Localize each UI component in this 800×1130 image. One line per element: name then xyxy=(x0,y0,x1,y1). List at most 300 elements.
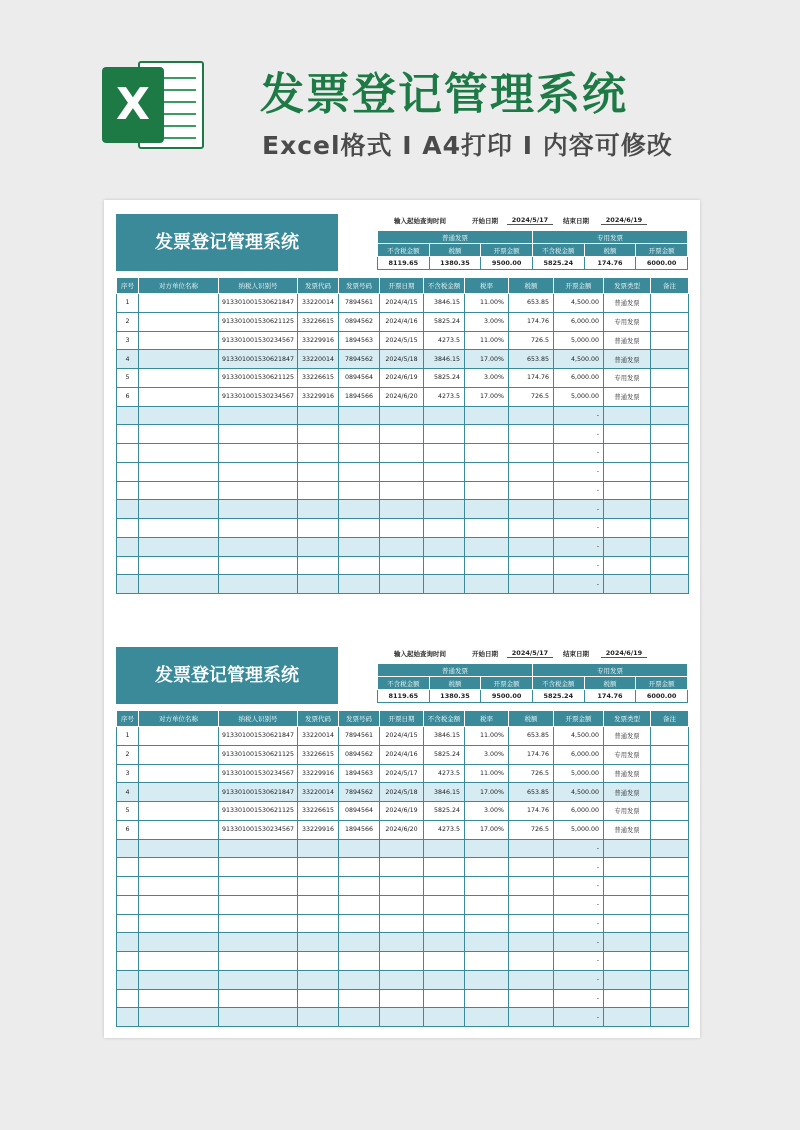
cell-tax[interactable] xyxy=(509,481,554,500)
cell-net[interactable]: 4273.5 xyxy=(424,331,465,350)
cell-taxid[interactable] xyxy=(219,895,298,914)
cell-party[interactable] xyxy=(139,727,219,746)
end-date-input[interactable]: 2024/6/19 xyxy=(601,216,647,225)
cell-code[interactable] xyxy=(298,481,339,500)
cell-no[interactable]: 2 xyxy=(117,312,139,331)
cell-tax[interactable]: 726.5 xyxy=(509,764,554,783)
cell-code[interactable]: 33229916 xyxy=(298,764,339,783)
cell-tax[interactable]: 174.76 xyxy=(509,312,554,331)
cell-amount[interactable]: - xyxy=(554,444,604,463)
cell-rate[interactable] xyxy=(465,500,509,519)
cell-no[interactable] xyxy=(117,839,139,858)
cell-net[interactable] xyxy=(424,970,465,989)
cell-number[interactable] xyxy=(339,952,380,971)
cell-party[interactable] xyxy=(139,914,219,933)
cell-no[interactable] xyxy=(117,444,139,463)
cell-no[interactable] xyxy=(117,462,139,481)
cell-tax[interactable] xyxy=(509,839,554,858)
cell-tax[interactable]: 653.85 xyxy=(509,727,554,746)
cell-taxid[interactable]: 913301001530234567 xyxy=(219,387,298,406)
cell-taxid[interactable]: 913301001530234567 xyxy=(219,764,298,783)
cell-date[interactable]: 2024/5/15 xyxy=(380,331,424,350)
cell-amount[interactable]: 6,000.00 xyxy=(554,369,604,388)
cell-no[interactable]: 5 xyxy=(117,369,139,388)
cell-party[interactable] xyxy=(139,519,219,538)
cell-no[interactable] xyxy=(117,858,139,877)
cell-note[interactable] xyxy=(651,933,689,952)
cell-rate[interactable]: 3.00% xyxy=(465,312,509,331)
cell-rate[interactable]: 17.00% xyxy=(465,350,509,369)
cell-number[interactable] xyxy=(339,575,380,594)
start-date-input[interactable]: 2024/5/17 xyxy=(507,649,553,658)
cell-code[interactable] xyxy=(298,858,339,877)
cell-date[interactable] xyxy=(380,877,424,896)
cell-net[interactable] xyxy=(424,481,465,500)
cell-tax[interactable] xyxy=(509,406,554,425)
cell-tax[interactable]: 174.76 xyxy=(509,802,554,821)
cell-tax[interactable] xyxy=(509,425,554,444)
cell-date[interactable] xyxy=(380,444,424,463)
cell-number[interactable]: 7894562 xyxy=(339,350,380,369)
cell-number[interactable] xyxy=(339,406,380,425)
cell-party[interactable] xyxy=(139,1008,219,1027)
cell-code[interactable] xyxy=(298,952,339,971)
cell-number[interactable]: 0894564 xyxy=(339,802,380,821)
cell-date[interactable] xyxy=(380,933,424,952)
cell-net[interactable] xyxy=(424,556,465,575)
cell-code[interactable] xyxy=(298,970,339,989)
cell-date[interactable] xyxy=(380,895,424,914)
cell-rate[interactable] xyxy=(465,858,509,877)
cell-rate[interactable]: 17.00% xyxy=(465,387,509,406)
cell-taxid[interactable]: 913301001530621125 xyxy=(219,312,298,331)
cell-taxid[interactable]: 913301001530621847 xyxy=(219,783,298,802)
cell-taxid[interactable] xyxy=(219,933,298,952)
cell-type[interactable]: 普通发票 xyxy=(604,331,651,350)
cell-type[interactable] xyxy=(604,556,651,575)
cell-code[interactable]: 33229916 xyxy=(298,820,339,839)
cell-code[interactable] xyxy=(298,914,339,933)
cell-note[interactable] xyxy=(651,802,689,821)
cell-rate[interactable] xyxy=(465,425,509,444)
cell-taxid[interactable]: 913301001530234567 xyxy=(219,331,298,350)
cell-rate[interactable] xyxy=(465,537,509,556)
cell-party[interactable] xyxy=(139,406,219,425)
cell-amount[interactable]: - xyxy=(554,556,604,575)
cell-amount[interactable]: - xyxy=(554,877,604,896)
cell-amount[interactable]: - xyxy=(554,933,604,952)
cell-amount[interactable]: - xyxy=(554,575,604,594)
cell-taxid[interactable] xyxy=(219,858,298,877)
cell-party[interactable] xyxy=(139,537,219,556)
cell-type[interactable]: 普通发票 xyxy=(604,387,651,406)
cell-number[interactable] xyxy=(339,481,380,500)
cell-tax[interactable] xyxy=(509,444,554,463)
cell-amount[interactable]: - xyxy=(554,462,604,481)
cell-rate[interactable] xyxy=(465,556,509,575)
cell-amount[interactable]: - xyxy=(554,425,604,444)
cell-rate[interactable]: 3.00% xyxy=(465,369,509,388)
cell-net[interactable]: 3846.15 xyxy=(424,783,465,802)
cell-date[interactable] xyxy=(380,575,424,594)
cell-taxid[interactable] xyxy=(219,839,298,858)
cell-amount[interactable]: 5,000.00 xyxy=(554,820,604,839)
cell-date[interactable] xyxy=(380,952,424,971)
cell-date[interactable]: 2024/5/17 xyxy=(380,764,424,783)
cell-note[interactable] xyxy=(651,783,689,802)
cell-net[interactable] xyxy=(424,858,465,877)
cell-taxid[interactable]: 913301001530621125 xyxy=(219,369,298,388)
cell-note[interactable] xyxy=(651,1008,689,1027)
cell-tax[interactable]: 174.76 xyxy=(509,369,554,388)
cell-taxid[interactable] xyxy=(219,1008,298,1027)
cell-no[interactable] xyxy=(117,556,139,575)
cell-rate[interactable] xyxy=(465,575,509,594)
cell-type[interactable] xyxy=(604,933,651,952)
cell-net[interactable]: 4273.5 xyxy=(424,764,465,783)
cell-party[interactable] xyxy=(139,369,219,388)
cell-type[interactable] xyxy=(604,858,651,877)
cell-amount[interactable]: - xyxy=(554,406,604,425)
cell-number[interactable] xyxy=(339,839,380,858)
cell-net[interactable]: 5825.24 xyxy=(424,745,465,764)
cell-rate[interactable]: 17.00% xyxy=(465,783,509,802)
cell-rate[interactable] xyxy=(465,406,509,425)
cell-no[interactable] xyxy=(117,952,139,971)
cell-number[interactable] xyxy=(339,877,380,896)
cell-tax[interactable] xyxy=(509,1008,554,1027)
cell-date[interactable]: 2024/6/19 xyxy=(380,802,424,821)
cell-net[interactable] xyxy=(424,537,465,556)
cell-code[interactable]: 33229916 xyxy=(298,387,339,406)
cell-net[interactable]: 4273.5 xyxy=(424,387,465,406)
cell-date[interactable] xyxy=(380,500,424,519)
cell-net[interactable]: 4273.5 xyxy=(424,820,465,839)
cell-type[interactable] xyxy=(604,425,651,444)
cell-code[interactable] xyxy=(298,444,339,463)
cell-number[interactable] xyxy=(339,895,380,914)
cell-note[interactable] xyxy=(651,350,689,369)
cell-code[interactable] xyxy=(298,575,339,594)
cell-party[interactable] xyxy=(139,312,219,331)
cell-note[interactable] xyxy=(651,727,689,746)
cell-date[interactable]: 2024/4/15 xyxy=(380,727,424,746)
cell-date[interactable]: 2024/6/20 xyxy=(380,820,424,839)
cell-taxid[interactable] xyxy=(219,519,298,538)
cell-code[interactable]: 33220014 xyxy=(298,783,339,802)
cell-tax[interactable]: 726.5 xyxy=(509,331,554,350)
cell-type[interactable] xyxy=(604,895,651,914)
cell-net[interactable] xyxy=(424,575,465,594)
cell-code[interactable] xyxy=(298,556,339,575)
cell-number[interactable] xyxy=(339,462,380,481)
cell-type[interactable]: 普通发票 xyxy=(604,783,651,802)
cell-number[interactable]: 1894563 xyxy=(339,331,380,350)
cell-note[interactable] xyxy=(651,331,689,350)
cell-no[interactable] xyxy=(117,425,139,444)
cell-date[interactable] xyxy=(380,425,424,444)
cell-code[interactable] xyxy=(298,989,339,1008)
cell-party[interactable] xyxy=(139,575,219,594)
cell-amount[interactable]: - xyxy=(554,519,604,538)
cell-date[interactable]: 2024/4/16 xyxy=(380,312,424,331)
cell-type[interactable] xyxy=(604,914,651,933)
cell-note[interactable] xyxy=(651,406,689,425)
cell-tax[interactable] xyxy=(509,970,554,989)
cell-net[interactable]: 3846.15 xyxy=(424,294,465,313)
cell-amount[interactable]: - xyxy=(554,537,604,556)
cell-type[interactable] xyxy=(604,877,651,896)
cell-net[interactable] xyxy=(424,952,465,971)
cell-tax[interactable] xyxy=(509,556,554,575)
cell-number[interactable]: 7894561 xyxy=(339,727,380,746)
cell-net[interactable] xyxy=(424,933,465,952)
cell-net[interactable] xyxy=(424,877,465,896)
cell-note[interactable] xyxy=(651,294,689,313)
cell-no[interactable] xyxy=(117,895,139,914)
cell-taxid[interactable] xyxy=(219,462,298,481)
cell-amount[interactable]: 6,000.00 xyxy=(554,802,604,821)
cell-amount[interactable]: 4,500.00 xyxy=(554,350,604,369)
cell-net[interactable]: 3846.15 xyxy=(424,350,465,369)
cell-code[interactable] xyxy=(298,425,339,444)
cell-taxid[interactable] xyxy=(219,575,298,594)
cell-number[interactable] xyxy=(339,933,380,952)
cell-code[interactable]: 33226615 xyxy=(298,369,339,388)
cell-rate[interactable] xyxy=(465,970,509,989)
cell-note[interactable] xyxy=(651,462,689,481)
cell-party[interactable] xyxy=(139,500,219,519)
cell-taxid[interactable]: 913301001530621847 xyxy=(219,294,298,313)
cell-net[interactable] xyxy=(424,839,465,858)
cell-date[interactable] xyxy=(380,989,424,1008)
cell-rate[interactable]: 17.00% xyxy=(465,820,509,839)
cell-no[interactable] xyxy=(117,989,139,1008)
cell-type[interactable] xyxy=(604,444,651,463)
cell-rate[interactable] xyxy=(465,444,509,463)
cell-date[interactable] xyxy=(380,839,424,858)
cell-type[interactable] xyxy=(604,537,651,556)
cell-number[interactable] xyxy=(339,537,380,556)
cell-amount[interactable]: 5,000.00 xyxy=(554,764,604,783)
cell-no[interactable] xyxy=(117,933,139,952)
cell-date[interactable]: 2024/6/19 xyxy=(380,369,424,388)
cell-code[interactable] xyxy=(298,500,339,519)
cell-rate[interactable] xyxy=(465,895,509,914)
cell-net[interactable]: 5825.24 xyxy=(424,802,465,821)
cell-date[interactable] xyxy=(380,914,424,933)
cell-amount[interactable]: - xyxy=(554,952,604,971)
cell-taxid[interactable]: 913301001530621847 xyxy=(219,727,298,746)
cell-net[interactable] xyxy=(424,914,465,933)
cell-date[interactable]: 2024/5/18 xyxy=(380,783,424,802)
cell-no[interactable]: 1 xyxy=(117,294,139,313)
cell-tax[interactable]: 726.5 xyxy=(509,820,554,839)
cell-amount[interactable]: 5,000.00 xyxy=(554,387,604,406)
cell-number[interactable] xyxy=(339,970,380,989)
cell-taxid[interactable]: 913301001530621125 xyxy=(219,745,298,764)
cell-tax[interactable] xyxy=(509,575,554,594)
cell-code[interactable]: 33220014 xyxy=(298,727,339,746)
cell-no[interactable]: 6 xyxy=(117,820,139,839)
cell-number[interactable] xyxy=(339,444,380,463)
cell-party[interactable] xyxy=(139,895,219,914)
cell-number[interactable]: 1894566 xyxy=(339,387,380,406)
cell-note[interactable] xyxy=(651,312,689,331)
cell-amount[interactable]: - xyxy=(554,839,604,858)
cell-number[interactable] xyxy=(339,1008,380,1027)
cell-tax[interactable] xyxy=(509,914,554,933)
cell-note[interactable] xyxy=(651,444,689,463)
cell-rate[interactable]: 11.00% xyxy=(465,764,509,783)
cell-code[interactable]: 33229916 xyxy=(298,331,339,350)
cell-party[interactable] xyxy=(139,952,219,971)
cell-note[interactable] xyxy=(651,425,689,444)
cell-code[interactable] xyxy=(298,406,339,425)
cell-type[interactable]: 专用发票 xyxy=(604,312,651,331)
cell-party[interactable] xyxy=(139,858,219,877)
cell-party[interactable] xyxy=(139,877,219,896)
cell-amount[interactable]: 4,500.00 xyxy=(554,727,604,746)
cell-code[interactable]: 33226615 xyxy=(298,312,339,331)
cell-number[interactable] xyxy=(339,519,380,538)
cell-no[interactable] xyxy=(117,877,139,896)
cell-note[interactable] xyxy=(651,556,689,575)
cell-taxid[interactable] xyxy=(219,425,298,444)
cell-party[interactable] xyxy=(139,481,219,500)
cell-taxid[interactable] xyxy=(219,970,298,989)
cell-no[interactable] xyxy=(117,519,139,538)
cell-party[interactable] xyxy=(139,556,219,575)
cell-amount[interactable]: - xyxy=(554,858,604,877)
cell-type[interactable]: 普通发票 xyxy=(604,350,651,369)
cell-tax[interactable] xyxy=(509,537,554,556)
cell-note[interactable] xyxy=(651,764,689,783)
cell-party[interactable] xyxy=(139,331,219,350)
cell-rate[interactable] xyxy=(465,839,509,858)
cell-amount[interactable]: - xyxy=(554,970,604,989)
cell-amount[interactable]: - xyxy=(554,895,604,914)
cell-taxid[interactable] xyxy=(219,952,298,971)
cell-taxid[interactable] xyxy=(219,500,298,519)
cell-taxid[interactable]: 913301001530234567 xyxy=(219,820,298,839)
cell-note[interactable] xyxy=(651,500,689,519)
cell-code[interactable] xyxy=(298,933,339,952)
cell-code[interactable]: 33220014 xyxy=(298,294,339,313)
cell-note[interactable] xyxy=(651,858,689,877)
cell-no[interactable] xyxy=(117,575,139,594)
cell-party[interactable] xyxy=(139,350,219,369)
cell-tax[interactable]: 174.76 xyxy=(509,745,554,764)
cell-date[interactable] xyxy=(380,406,424,425)
cell-rate[interactable]: 3.00% xyxy=(465,802,509,821)
cell-number[interactable]: 0894562 xyxy=(339,745,380,764)
cell-amount[interactable]: 6,000.00 xyxy=(554,745,604,764)
cell-no[interactable] xyxy=(117,500,139,519)
cell-net[interactable] xyxy=(424,895,465,914)
cell-number[interactable] xyxy=(339,500,380,519)
cell-number[interactable] xyxy=(339,914,380,933)
cell-type[interactable]: 普通发票 xyxy=(604,294,651,313)
cell-number[interactable] xyxy=(339,858,380,877)
cell-party[interactable] xyxy=(139,294,219,313)
cell-amount[interactable]: - xyxy=(554,914,604,933)
cell-amount[interactable]: 6,000.00 xyxy=(554,312,604,331)
cell-type[interactable] xyxy=(604,500,651,519)
cell-no[interactable]: 3 xyxy=(117,331,139,350)
cell-no[interactable]: 3 xyxy=(117,764,139,783)
cell-code[interactable] xyxy=(298,537,339,556)
cell-date[interactable] xyxy=(380,858,424,877)
cell-type[interactable] xyxy=(604,481,651,500)
cell-amount[interactable]: 5,000.00 xyxy=(554,331,604,350)
cell-taxid[interactable] xyxy=(219,914,298,933)
cell-tax[interactable] xyxy=(509,500,554,519)
cell-rate[interactable] xyxy=(465,989,509,1008)
cell-party[interactable] xyxy=(139,764,219,783)
cell-note[interactable] xyxy=(651,481,689,500)
cell-date[interactable] xyxy=(380,462,424,481)
cell-taxid[interactable] xyxy=(219,444,298,463)
cell-rate[interactable]: 11.00% xyxy=(465,294,509,313)
cell-type[interactable] xyxy=(604,1008,651,1027)
cell-net[interactable]: 3846.15 xyxy=(424,727,465,746)
cell-rate[interactable] xyxy=(465,481,509,500)
cell-tax[interactable]: 726.5 xyxy=(509,387,554,406)
end-date-input[interactable]: 2024/6/19 xyxy=(601,649,647,658)
cell-party[interactable] xyxy=(139,444,219,463)
cell-note[interactable] xyxy=(651,745,689,764)
cell-note[interactable] xyxy=(651,575,689,594)
cell-date[interactable]: 2024/6/20 xyxy=(380,387,424,406)
cell-rate[interactable] xyxy=(465,877,509,896)
cell-party[interactable] xyxy=(139,839,219,858)
cell-type[interactable] xyxy=(604,989,651,1008)
cell-type[interactable] xyxy=(604,970,651,989)
cell-net[interactable] xyxy=(424,519,465,538)
cell-net[interactable]: 5825.24 xyxy=(424,369,465,388)
cell-type[interactable] xyxy=(604,519,651,538)
cell-party[interactable] xyxy=(139,387,219,406)
cell-note[interactable] xyxy=(651,839,689,858)
cell-rate[interactable] xyxy=(465,933,509,952)
cell-number[interactable]: 0894564 xyxy=(339,369,380,388)
cell-tax[interactable]: 653.85 xyxy=(509,350,554,369)
cell-date[interactable] xyxy=(380,556,424,575)
cell-type[interactable]: 普通发票 xyxy=(604,820,651,839)
cell-number[interactable]: 7894562 xyxy=(339,783,380,802)
cell-tax[interactable] xyxy=(509,989,554,1008)
cell-tax[interactable]: 653.85 xyxy=(509,783,554,802)
cell-taxid[interactable] xyxy=(219,406,298,425)
cell-no[interactable]: 2 xyxy=(117,745,139,764)
cell-party[interactable] xyxy=(139,820,219,839)
cell-party[interactable] xyxy=(139,425,219,444)
cell-code[interactable] xyxy=(298,1008,339,1027)
cell-number[interactable]: 7894561 xyxy=(339,294,380,313)
cell-no[interactable] xyxy=(117,406,139,425)
cell-rate[interactable] xyxy=(465,462,509,481)
cell-number[interactable] xyxy=(339,989,380,1008)
cell-net[interactable] xyxy=(424,406,465,425)
cell-number[interactable]: 1894566 xyxy=(339,820,380,839)
cell-note[interactable] xyxy=(651,895,689,914)
cell-taxid[interactable] xyxy=(219,877,298,896)
cell-amount[interactable]: 4,500.00 xyxy=(554,294,604,313)
cell-no[interactable] xyxy=(117,914,139,933)
cell-rate[interactable]: 11.00% xyxy=(465,727,509,746)
cell-tax[interactable] xyxy=(509,933,554,952)
